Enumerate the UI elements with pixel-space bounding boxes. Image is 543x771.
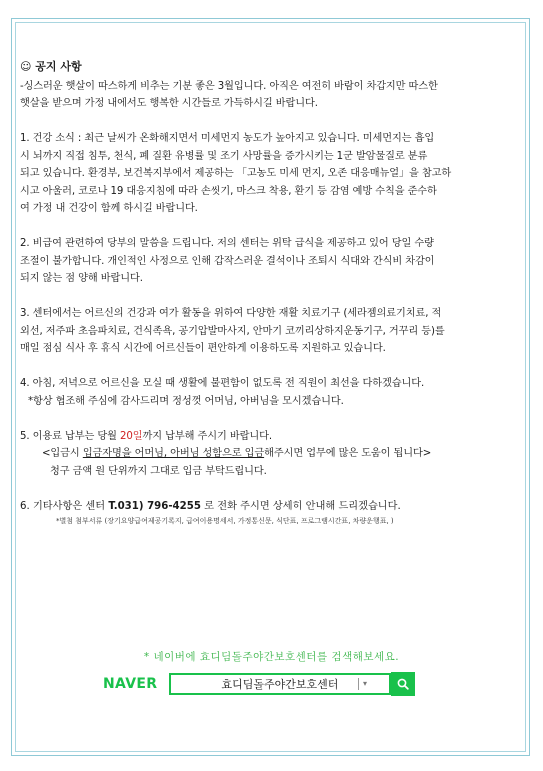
item-line: 1. 건강 소식 : 최근 날씨가 온화해지면서 미세먼지 농도가 높아지고 있습니다. 미세먼지는 흡입: [20, 133, 435, 144]
item-line: 조절이 불가합니다. 개인적인 사정으로 인해 갑작스러운 결석이나 조퇴시 식대와 간식비 차감이: [20, 255, 435, 267]
search-icon: [397, 678, 409, 690]
contact-phone: T.031) 796-4255: [108, 500, 201, 512]
payment-note-end: 해주시면 업무에 많은 도움이 됩니다>: [264, 448, 432, 459]
notice-content: [20, 58, 523, 538]
item-line: [20, 428, 523, 446]
item-line: 여 가정 내 건강이 함께 하시길 바랍니다.: [20, 203, 198, 214]
contact-prefix: 6. 기타사항은 센터: [20, 500, 109, 512]
payment-day: 20일: [120, 430, 143, 442]
item-line: 3. 센터에서는 어르신의 건강과 여가 활동을 위하여 다양한 재활 치료기구 (세라젬의료기치료, 적: [20, 308, 442, 319]
contact-suffix: 로 전화 주시면 상세히 안내해 드리겠습니다.: [200, 500, 401, 512]
search-query: 효디딤돌주야간보호센터: [221, 678, 339, 691]
item-line: 되지 않는 점 양해 바랍니다.: [20, 273, 143, 284]
item-care: [20, 375, 523, 410]
item-contact: [20, 498, 523, 531]
payment-prefix: 5. 이용료 납부는 당월: [20, 430, 121, 442]
item-line: 시 뇌까지 직접 침투, 천식, 폐 질환 유병률 및 조기 사망률을 증가시키는 1군 발암물질로 분류: [20, 150, 428, 162]
intro-line: -싱스러운 햇살이 따스하게 비추는 기분 좋은 3월입니다. 아직은 여전히 바람이 차갑지만 따스한: [20, 80, 438, 92]
item-line: 4. 아침, 저녁으로 어르신을 모실 때 생활에 불편함이 없도록 전 직원이 최선을 다하겠습니다.: [20, 378, 425, 389]
search-hint: * 네이버에 효디딤돌주야간보호센터를 검색해보세요.: [143, 651, 400, 663]
item-line: 시고 아울러, 코로나 19 대응지침에 따라 손씻기, 마스크 착용, 환기 등 감염 예방 수칙을 준수하: [20, 185, 437, 197]
dropdown-arrow-icon[interactable]: ▾: [362, 679, 367, 688]
attachment-list: *별첨 첨부서류 (장기요양급여제공기록지, 급여이용명세서, 가정통신문, 식단표, 프로그램시간표, 차량운행표, ): [56, 517, 394, 525]
naver-search-bar: [103, 672, 415, 696]
item-line: 2. 비급여 관련하여 당부의 말씀을 드립니다. 저의 센터는 위탁 급식을 제공하고 있어 당일 수량: [20, 238, 434, 249]
text-cursor: [358, 678, 359, 690]
payment-note-underlined: 입금자명을 어머님, 아버님 성함으로 입금: [82, 448, 265, 459]
payment-note: [20, 445, 523, 463]
naver-logo: NAVER: [103, 676, 158, 692]
item-non-covered: [20, 235, 523, 288]
payment-note-start: <입금시: [42, 448, 83, 459]
notice-title: ☺ 공지 사항: [20, 60, 82, 73]
intro-line: 햇살을 받으며 가정 내에서도 행복한 시간들로 가득하시길 바랍니다.: [20, 98, 318, 109]
item-line: 매일 점심 식사 후 휴식 시간에 어르신들이 편안하게 이용하도록 지원하고 있습니다.: [20, 343, 386, 354]
item-equipment: [20, 305, 523, 358]
item-health-news: [20, 130, 523, 218]
search-button[interactable]: [391, 672, 415, 696]
payment-note2: 청구 금액 원 단위까지 그대로 입금 부탁드립니다.: [50, 465, 267, 477]
payment-suffix: 까지 납부해 주시기 바랍니다.: [142, 430, 272, 442]
item-payment: [20, 428, 523, 481]
item-line: 되고 있습니다. 환경부, 보건복지부에서 제공하는 「고농도 미세 먼지, 오존 대응매뉴얼」을 참고하: [20, 168, 452, 179]
item-line: 외선, 저주파 초음파치료, 건식족욕, 공기압발마사지, 안마기 코끼리상하지운동기구, 거꾸리 등)를: [20, 325, 445, 337]
search-input[interactable]: [169, 673, 391, 695]
intro-paragraph: [20, 78, 523, 113]
item-note: *항상 협조해 주심에 감사드리며 정성껏 어머님, 아버님을 모시겠습니다.: [28, 395, 344, 407]
